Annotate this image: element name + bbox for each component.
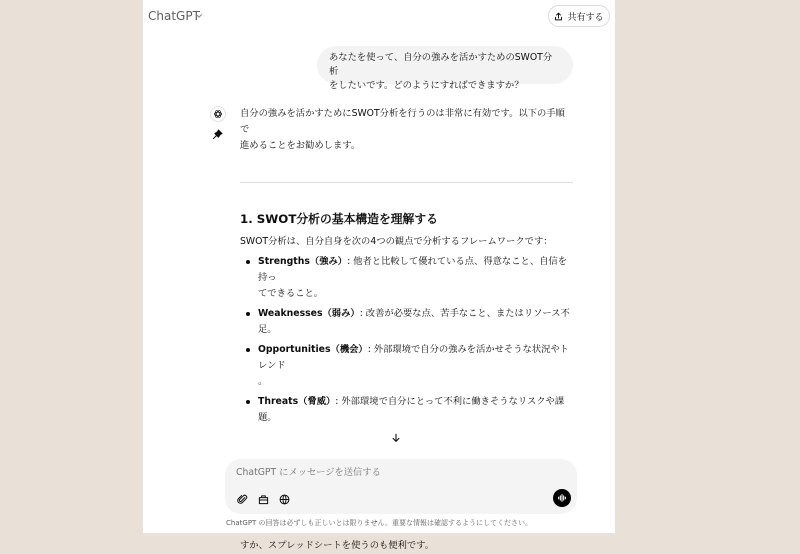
intro-line: 進めることをお勧めします。 <box>240 140 361 151</box>
list-item-term: Threats（脅威） <box>258 396 336 407</box>
paperclip-icon <box>237 494 248 505</box>
list-item-term: Weaknesses（弱み） <box>258 308 360 319</box>
voice-mode-button[interactable] <box>553 489 571 507</box>
list-item-term: Opportunities（機会） <box>258 344 368 355</box>
arrow-down-icon <box>391 433 401 443</box>
list-item-desc-cont: 。 <box>258 376 268 387</box>
list-item-desc: : 外部環境で自分にとって不利に働きそうなリスクや課題。 <box>258 396 565 423</box>
model-selector-label[interactable]: ChatGPT <box>148 9 200 23</box>
globe-icon <box>279 494 290 505</box>
user-message <box>317 46 573 91</box>
list-item <box>258 342 573 390</box>
list-item-desc: : 外部環境で自分の強みを活かせそうな状況やトレンド <box>258 344 569 371</box>
list-item-term: Strengths（強み） <box>258 256 348 267</box>
list-item <box>258 306 573 338</box>
user-message-line: をしたいです。どのようにすればできますか？ <box>329 80 524 91</box>
message-input[interactable] <box>236 467 556 478</box>
section-heading: 1. SWOT分析の基本構造を理解する <box>240 212 438 226</box>
share-button[interactable] <box>548 5 610 27</box>
share-icon <box>554 12 563 21</box>
list-item <box>258 394 573 426</box>
list-item-desc: : 改善が必要な点、苦手なこと、またはリソース不足。 <box>258 308 570 335</box>
section-lead: SWOT分析は、自分自身を次の4つの観点で分析するフレームワークです： <box>240 236 553 247</box>
chevron-down-icon[interactable] <box>195 12 203 20</box>
voice-wave-icon <box>557 493 567 503</box>
attach-button[interactable] <box>235 492 249 506</box>
toolbox-icon <box>258 494 269 505</box>
pin-icon[interactable] <box>212 129 223 140</box>
intro-line: 自分の強みを活かすためにSWOT分析を行うのは非常に有効です。以下の手順で <box>240 108 565 135</box>
intro-paragraph <box>240 106 573 154</box>
share-label: 共有する <box>567 12 604 23</box>
list-item <box>258 254 573 302</box>
assistant-avatar <box>210 106 226 122</box>
top-bar <box>143 0 615 34</box>
disclaimer: ChatGPT の回答は必ずしも正しいとは限りません。重要な情報は確認するようにしてください。 <box>226 519 532 527</box>
openai-logo-icon <box>213 109 223 119</box>
tools-button[interactable] <box>256 492 270 506</box>
list-item-desc: : 他者と比較して優れている点、得意なこと、自信を持っ <box>258 256 568 283</box>
swot-list <box>240 254 573 426</box>
list-item-desc-cont: てできること。 <box>258 288 324 299</box>
divider <box>240 182 573 183</box>
section-body-line: すか、スプレッドシートを使うのも便利です。 <box>240 540 435 551</box>
web-search-button[interactable] <box>277 492 291 506</box>
scroll-to-bottom-button[interactable] <box>389 431 403 445</box>
chat-window <box>143 0 615 551</box>
user-message-line: あなたを使って、自分の強みを活かすためのSWOT分析 <box>329 52 553 77</box>
message-composer <box>225 459 577 514</box>
